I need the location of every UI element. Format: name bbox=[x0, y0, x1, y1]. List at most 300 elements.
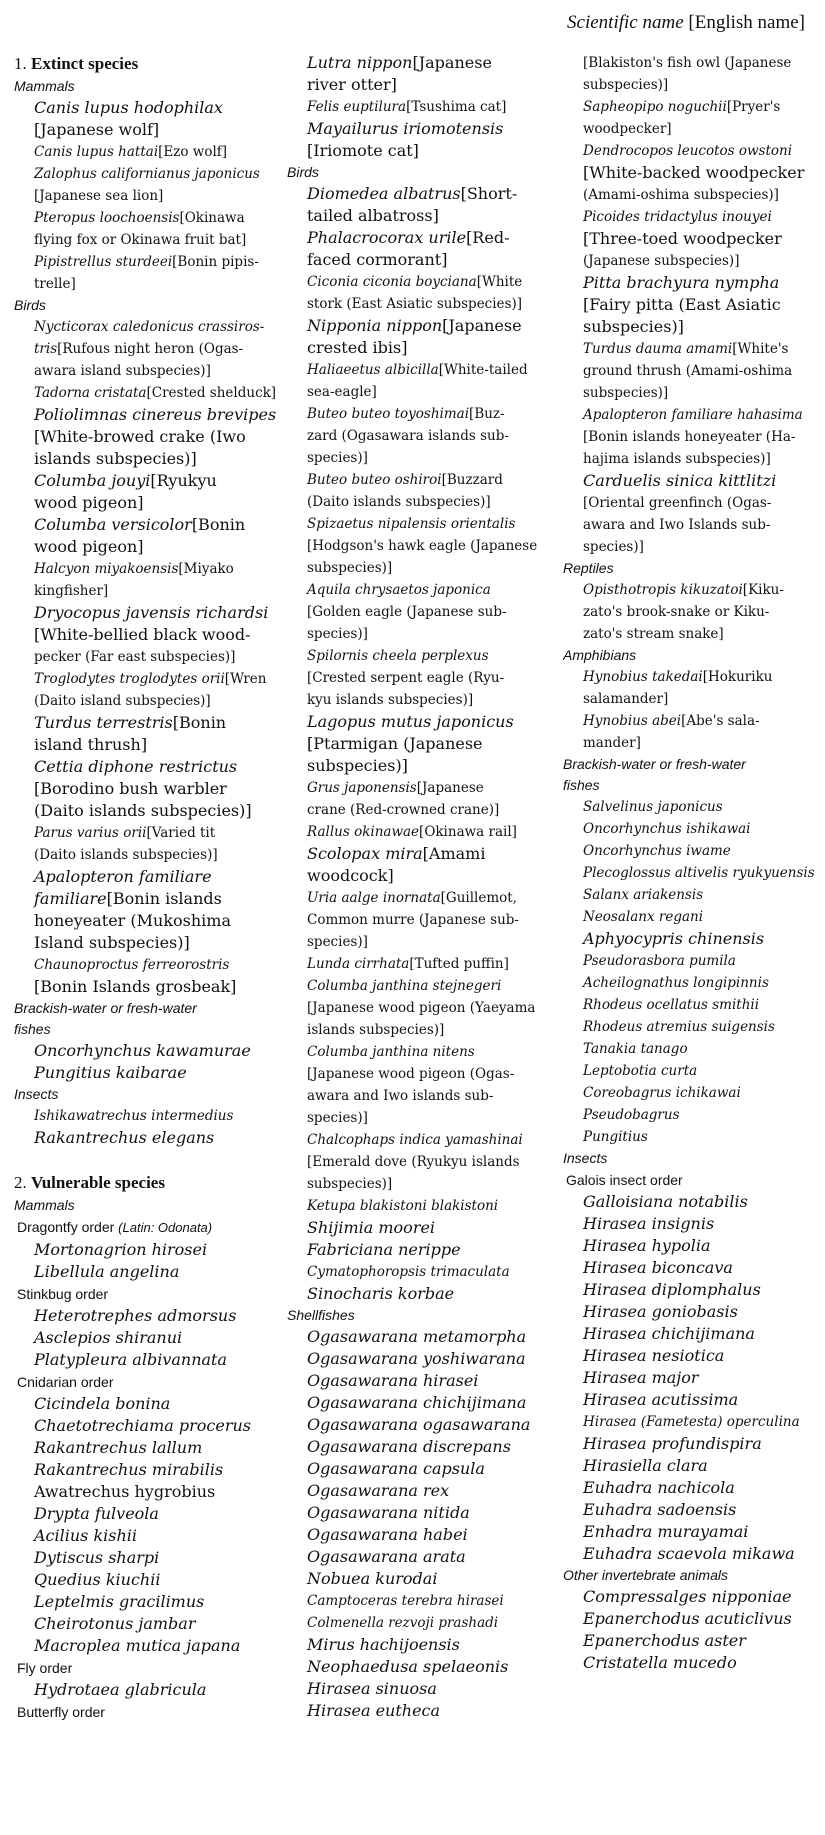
species-entry bbox=[563, 1257, 825, 1279]
english-name: (Japanese subspecies)] bbox=[583, 253, 740, 269]
english-name: islands subspecies)] bbox=[34, 449, 197, 468]
scientific-name: Rhodeus atremius suigensis bbox=[583, 1019, 775, 1035]
scientific-name: Neophaedusa spelaeonis bbox=[307, 1657, 509, 1676]
species-entry bbox=[287, 140, 552, 162]
species-entry bbox=[14, 1239, 279, 1261]
scientific-name: Ishikawatrechus intermedius bbox=[34, 1108, 234, 1124]
english-name: trelle] bbox=[34, 276, 76, 292]
scientific-name: Asclepios shiranui bbox=[34, 1328, 183, 1347]
english-name: [Red- bbox=[466, 228, 510, 247]
scientific-name: Apalopteron familiare hahasima bbox=[583, 407, 803, 423]
species-entry bbox=[14, 1547, 279, 1569]
species-entry bbox=[563, 206, 825, 228]
species-entry bbox=[287, 1546, 552, 1568]
scientific-name: Chaetotrechiama procerus bbox=[34, 1416, 251, 1435]
species-entry bbox=[14, 1591, 279, 1613]
species-entry bbox=[287, 337, 552, 359]
scientific-name: Tanakia tanago bbox=[583, 1041, 688, 1057]
species-entry bbox=[563, 228, 825, 250]
scientific-name: Felis euptilura bbox=[307, 99, 407, 115]
english-name: woodcock] bbox=[307, 866, 394, 885]
scientific-name: Pipistrellus sturdeei bbox=[34, 254, 173, 270]
species-entry bbox=[14, 1127, 279, 1149]
scientific-name: Dendrocopos leucotos owstoni bbox=[583, 143, 793, 159]
species-entry bbox=[287, 887, 552, 909]
species-entry bbox=[287, 733, 552, 755]
english-name: [Okinawa bbox=[179, 210, 245, 226]
english-name: wood pigeon] bbox=[34, 537, 144, 556]
order-name: Galois insect order bbox=[566, 1172, 683, 1188]
english-name: [Oriental greenfinch (Ogas- bbox=[583, 495, 772, 511]
species-entry bbox=[14, 492, 279, 514]
english-name: [Bonin bbox=[191, 515, 246, 534]
species-entry bbox=[287, 249, 552, 271]
scientific-name: Oncorhynchus ishikawai bbox=[583, 821, 751, 837]
species-entry bbox=[287, 315, 552, 337]
species-entry bbox=[14, 1327, 279, 1349]
species-entry bbox=[287, 1502, 552, 1524]
scientific-name: Ogasawarana ogasawarana bbox=[307, 1415, 531, 1434]
species-entry bbox=[14, 229, 279, 251]
category-heading: Insects bbox=[14, 1086, 59, 1102]
scientific-name: Salanx ariakensis bbox=[583, 887, 704, 903]
category-heading: Reptiles bbox=[563, 560, 614, 576]
species-entry bbox=[563, 972, 825, 994]
species-entry bbox=[287, 755, 552, 777]
spacer bbox=[14, 1149, 279, 1171]
english-name: [Tufted puffin] bbox=[409, 956, 509, 972]
species-entry bbox=[287, 293, 552, 315]
species-entry bbox=[287, 821, 552, 843]
english-name: [Bonin pipis- bbox=[172, 254, 259, 270]
species-entry bbox=[287, 271, 552, 293]
species-entry bbox=[563, 1082, 825, 1104]
section-number: 1. bbox=[14, 54, 27, 73]
scientific-name: Hirasea hypolia bbox=[583, 1236, 711, 1255]
species-entry bbox=[287, 1612, 552, 1634]
scientific-name: Opisthotropis kikuzatoi bbox=[583, 582, 743, 598]
english-name: [Japanese wood pigeon (Ogas- bbox=[307, 1066, 515, 1082]
scientific-name: Heterotrephes admorsus bbox=[34, 1306, 237, 1325]
scientific-name: Scolopax mira bbox=[307, 844, 423, 863]
english-name: wood pigeon] bbox=[34, 493, 144, 512]
scientific-name: Buteo buteo oshiroi bbox=[307, 472, 442, 488]
species-entry bbox=[287, 1700, 552, 1722]
english-name: faced cormorant] bbox=[307, 250, 448, 269]
species-entry bbox=[14, 778, 279, 800]
species-entry bbox=[287, 645, 552, 667]
english-name: tailed albatross] bbox=[307, 206, 439, 225]
species-entry bbox=[563, 250, 825, 272]
species-entry bbox=[563, 118, 825, 140]
english-name: [Emerald dove (Ryukyu islands bbox=[307, 1154, 520, 1170]
species-entry bbox=[563, 382, 825, 404]
category-heading: Amphibians bbox=[563, 647, 637, 663]
species-entry bbox=[14, 1503, 279, 1525]
scientific-name: Leptelmis gracilimus bbox=[34, 1592, 205, 1611]
species-entry bbox=[14, 1393, 279, 1415]
species-entry bbox=[14, 888, 279, 910]
header-scientific-name: Scientific name bbox=[567, 12, 684, 33]
scientific-name: Grus japonensis bbox=[307, 780, 417, 796]
english-name: species)] bbox=[307, 626, 368, 642]
english-name: [Three-toed woodpecker bbox=[583, 229, 782, 248]
scientific-name: Euhadra sadoensis bbox=[583, 1500, 737, 1519]
scientific-name: Lutra nippon bbox=[307, 53, 413, 72]
english-name: hajima islands subspecies)] bbox=[583, 451, 771, 467]
scientific-name: Picoides tridactylus inouyei bbox=[583, 209, 772, 225]
english-name: (Daito island subspecies)] bbox=[34, 693, 211, 709]
scientific-name: Nobuea kurodai bbox=[307, 1569, 438, 1588]
species-entry bbox=[563, 1543, 825, 1565]
category-heading: Birds bbox=[14, 297, 46, 313]
species-entry bbox=[287, 557, 552, 579]
english-name: [Ptarmigan (Japanese bbox=[307, 734, 483, 753]
scientific-name: Hirasea chichijimana bbox=[583, 1324, 755, 1343]
english-name: [Japanese sea lion] bbox=[34, 188, 164, 204]
english-name: [Japanese wolf] bbox=[34, 120, 160, 139]
species-entry bbox=[287, 667, 552, 689]
scientific-name: Nipponia nippon bbox=[307, 316, 443, 335]
english-name: Common murre (Japanese sub- bbox=[307, 912, 519, 928]
species-entry bbox=[287, 447, 552, 469]
english-name: [White-browed crake (Iwo bbox=[34, 427, 246, 446]
english-name: subspecies)] bbox=[307, 560, 393, 576]
scientific-name: Pseudobagrus bbox=[583, 1107, 680, 1123]
species-entry bbox=[563, 1411, 825, 1433]
scientific-name: Hirasea diplomphalus bbox=[583, 1280, 761, 1299]
english-name: stork (East Asiatic subspecies)] bbox=[307, 296, 523, 312]
species-entry bbox=[14, 844, 279, 866]
species-entry bbox=[287, 1151, 552, 1173]
species-entry bbox=[14, 163, 279, 185]
species-entry bbox=[287, 865, 552, 887]
english-name: [Japanese wood pigeon (Yaeyama bbox=[307, 1000, 536, 1016]
scientific-name: Lunda cirrhata bbox=[307, 956, 410, 972]
species-entry bbox=[563, 492, 825, 514]
english-name: zard (Ogasawara islands sub- bbox=[307, 428, 509, 444]
species-entry bbox=[563, 1477, 825, 1499]
species-entry bbox=[287, 953, 552, 975]
species-entry bbox=[14, 316, 279, 338]
species-entry bbox=[563, 994, 825, 1016]
species-entry bbox=[287, 1436, 552, 1458]
species-entry bbox=[14, 426, 279, 448]
species-entry bbox=[14, 624, 279, 646]
species-entry bbox=[14, 1679, 279, 1701]
english-name: [Short- bbox=[460, 184, 518, 203]
scientific-name: Chalcophaps indica yamashinai bbox=[307, 1132, 523, 1148]
scientific-name: Buteo buteo toyoshimai bbox=[307, 406, 470, 422]
species-entry bbox=[563, 928, 825, 950]
english-name: [Golden eagle (Japanese sub- bbox=[307, 604, 507, 620]
column-2 bbox=[287, 52, 552, 1722]
section-number: 2. bbox=[14, 1173, 27, 1192]
scientific-name: Acheilognathus longipinnis bbox=[583, 975, 769, 991]
english-name: subspecies)] bbox=[583, 317, 684, 336]
species-entry bbox=[14, 514, 279, 536]
species-entry bbox=[563, 448, 825, 470]
species-entry bbox=[14, 404, 279, 426]
species-entry bbox=[287, 1107, 552, 1129]
scientific-name: Leptobotia curta bbox=[583, 1063, 698, 1079]
species-entry bbox=[287, 975, 552, 997]
scientific-name: Columba janthina nitens bbox=[307, 1044, 475, 1060]
species-entry bbox=[14, 1481, 279, 1503]
scientific-name: Aquila chrysaetos japonica bbox=[307, 582, 491, 598]
species-entry bbox=[287, 205, 552, 227]
english-name: (Daito islands subspecies)] bbox=[34, 847, 218, 863]
species-entry bbox=[287, 931, 552, 953]
species-entry bbox=[287, 799, 552, 821]
english-name: species)] bbox=[307, 1110, 368, 1126]
scientific-name: Quedius kiuchii bbox=[34, 1570, 161, 1589]
scientific-name: Drypta fulveola bbox=[34, 1504, 159, 1523]
scientific-name: Ogasawarana arata bbox=[307, 1547, 466, 1566]
species-entry bbox=[563, 360, 825, 382]
species-entry bbox=[563, 1630, 825, 1652]
english-name: [Wren bbox=[224, 671, 267, 687]
species-entry bbox=[563, 1521, 825, 1543]
species-entry bbox=[287, 1414, 552, 1436]
species-entry bbox=[287, 491, 552, 513]
species-entry bbox=[287, 535, 552, 557]
species-entry bbox=[563, 404, 825, 426]
english-name: crane (Red-crowned crane)] bbox=[307, 802, 500, 818]
scientific-name: Hynobius takedai bbox=[583, 669, 703, 685]
species-entry bbox=[287, 381, 552, 403]
species-entry bbox=[287, 689, 552, 711]
order-name: Cnidarian order bbox=[17, 1374, 114, 1390]
scientific-name: Camptoceras terebra hirasei bbox=[307, 1593, 504, 1609]
scientific-name: Cicindela bonina bbox=[34, 1394, 171, 1413]
english-name: sea-eagle] bbox=[307, 384, 377, 400]
scientific-name: Libellula angelina bbox=[34, 1262, 180, 1281]
english-name: river otter] bbox=[307, 75, 397, 94]
species-entry bbox=[287, 1041, 552, 1063]
species-entry bbox=[14, 910, 279, 932]
species-entry bbox=[287, 579, 552, 601]
species-entry bbox=[14, 1261, 279, 1283]
scientific-name: Pteropus loochoensis bbox=[34, 210, 180, 226]
species-entry bbox=[14, 734, 279, 756]
category-heading: Other invertebrate animals bbox=[563, 1567, 728, 1583]
english-name: [Crested shelduck] bbox=[146, 385, 277, 401]
order-heading bbox=[14, 1701, 279, 1723]
species-entry bbox=[287, 997, 552, 1019]
english-name: [Bonin islands bbox=[106, 889, 222, 908]
category-heading: Mammals bbox=[14, 1197, 75, 1213]
species-entry bbox=[563, 140, 825, 162]
category-heading: Mammals bbox=[14, 78, 75, 94]
english-name: [Blakiston's fish owl (Japanese bbox=[583, 55, 792, 71]
scientific-name: Shijimia moorei bbox=[307, 1218, 436, 1237]
scientific-name: Colmenella rezvoji prashadi bbox=[307, 1615, 499, 1631]
species-entry bbox=[287, 359, 552, 381]
english-name: [Fairy pitta (East Asiatic bbox=[583, 295, 781, 314]
category-heading: fishes bbox=[14, 1021, 51, 1037]
scientific-name: Apalopteron familiare bbox=[34, 867, 212, 886]
species-entry bbox=[563, 1433, 825, 1455]
scientific-name: Oncorhynchus kawamurae bbox=[34, 1041, 251, 1060]
english-name: woodpecker] bbox=[583, 121, 672, 137]
scientific-name: Lagopus mutus japonicus bbox=[307, 712, 514, 731]
english-name: [Buz- bbox=[469, 406, 505, 422]
scientific-name: Hirasea insignis bbox=[583, 1214, 715, 1233]
species-entry bbox=[14, 251, 279, 273]
species-entry bbox=[287, 1480, 552, 1502]
scientific-name: Oncorhynchus iwame bbox=[583, 843, 731, 859]
order-name: Butterfly order bbox=[17, 1704, 105, 1720]
species-entry bbox=[563, 796, 825, 818]
english-name: [White-tailed bbox=[438, 362, 528, 378]
english-name: species)] bbox=[307, 934, 368, 950]
english-name: [Okinawa rail] bbox=[419, 824, 517, 840]
order-heading bbox=[14, 1371, 279, 1393]
scientific-name: Aphyocypris chinensis bbox=[583, 929, 765, 948]
species-entry bbox=[14, 1437, 279, 1459]
scientific-name: Macroplea mutica japana bbox=[34, 1636, 241, 1655]
english-name: (Daito islands subspecies)] bbox=[307, 494, 491, 510]
english-name: zato's brook-snake or Kiku- bbox=[583, 604, 770, 620]
species-entry bbox=[14, 1459, 279, 1481]
scientific-name: Epanerchodus acuticlivus bbox=[583, 1609, 792, 1628]
species-entry bbox=[563, 52, 825, 74]
species-entry bbox=[563, 272, 825, 294]
species-entry bbox=[287, 227, 552, 249]
english-name: [Borodino bush warbler bbox=[34, 779, 227, 798]
species-entry bbox=[563, 1060, 825, 1082]
scientific-name: Dryocopus javensis richardsi bbox=[34, 603, 269, 622]
species-entry bbox=[563, 623, 825, 645]
species-entry bbox=[14, 338, 279, 360]
scientific-name: Haliaeetus albicilla bbox=[307, 362, 439, 378]
column-1 bbox=[14, 52, 279, 1723]
species-entry bbox=[287, 623, 552, 645]
species-entry bbox=[287, 425, 552, 447]
species-entry bbox=[14, 97, 279, 119]
species-entry bbox=[287, 1019, 552, 1041]
english-name: [Buzzard bbox=[441, 472, 503, 488]
species-entry bbox=[563, 96, 825, 118]
species-entry bbox=[563, 1608, 825, 1630]
english-name: [Bonin islands honeyeater (Ha- bbox=[583, 429, 796, 445]
scientific-name: Ogasawarana hiraseі bbox=[307, 1371, 479, 1390]
scientific-name: Rhodeus ocellatus smithii bbox=[583, 997, 760, 1013]
species-entry bbox=[563, 688, 825, 710]
species-entry bbox=[563, 601, 825, 623]
species-entry bbox=[287, 1590, 552, 1612]
scientific-name: Cristatella mucedo bbox=[583, 1653, 737, 1672]
scientific-name: Galloisiana notabilis bbox=[583, 1192, 748, 1211]
species-entry bbox=[287, 1348, 552, 1370]
english-name: [White-backed woodpecker bbox=[583, 163, 805, 182]
species-entry bbox=[563, 184, 825, 206]
english-name: salamander] bbox=[583, 691, 669, 707]
english-name: honeyeater (Mukoshima bbox=[34, 911, 231, 930]
english-name: [White-bellied black wood- bbox=[34, 625, 251, 644]
species-entry bbox=[14, 646, 279, 668]
scientific-name: Columba jouyi bbox=[34, 471, 151, 490]
english-name: [Ezo wolf] bbox=[158, 144, 228, 160]
species-entry bbox=[563, 884, 825, 906]
species-entry bbox=[563, 1367, 825, 1389]
species-entry bbox=[14, 558, 279, 580]
species-entry bbox=[563, 1499, 825, 1521]
species-entry bbox=[563, 1235, 825, 1257]
species-entry bbox=[563, 1652, 825, 1674]
species-entry bbox=[287, 1458, 552, 1480]
species-entry bbox=[563, 1345, 825, 1367]
species-entry bbox=[287, 183, 552, 205]
scientific-name: Troglodytes troglodytes orii bbox=[34, 671, 225, 687]
species-entry bbox=[14, 602, 279, 624]
english-name: [Ryukyu bbox=[150, 471, 217, 490]
english-name: [Kiku- bbox=[742, 582, 784, 598]
species-entry bbox=[14, 207, 279, 229]
scientific-name: Ogasawarana discrepans bbox=[307, 1437, 511, 1456]
scientific-name: Hirasea acutissima bbox=[583, 1390, 739, 1409]
scientific-name: Canis lupus hodophilax bbox=[34, 98, 223, 117]
english-name: ground thrush (Amami-oshima bbox=[583, 363, 793, 379]
species-entry bbox=[14, 536, 279, 558]
scientific-name: Tadorna cristata bbox=[34, 385, 147, 401]
species-entry bbox=[563, 426, 825, 448]
species-entry bbox=[563, 1301, 825, 1323]
scientific-name: Sinocharis korbae bbox=[307, 1284, 455, 1303]
english-name: species)] bbox=[307, 450, 368, 466]
english-name: [Amami bbox=[422, 844, 486, 863]
scientific-name: Euhadra nachicola bbox=[583, 1478, 735, 1497]
species-entry bbox=[563, 1191, 825, 1213]
scientific-name: Epanerchodus aster bbox=[583, 1631, 746, 1650]
category-heading: Insects bbox=[563, 1150, 608, 1166]
species-entry bbox=[287, 1370, 552, 1392]
scientific-name: Diomedea albatrus bbox=[307, 184, 461, 203]
scientific-name: Columba janthina stejnegeri bbox=[307, 978, 502, 994]
species-entry bbox=[287, 1524, 552, 1546]
scientific-name: Rakantrechus lallum bbox=[34, 1438, 203, 1457]
category-heading: Brackish-water or fresh-water bbox=[14, 1000, 197, 1016]
scientific-name: Carduelis sinica kittlitzi bbox=[583, 471, 777, 490]
scientific-name: Ogasawarana rex bbox=[307, 1481, 450, 1500]
english-name: (Daito islands subspecies)] bbox=[34, 801, 252, 820]
scientific-name: Platypleura albivannata bbox=[34, 1350, 228, 1369]
species-entry bbox=[563, 294, 825, 316]
english-name: [Bonin Islands grosbeak] bbox=[34, 977, 237, 996]
scientific-name: Hirasea sinuosa bbox=[307, 1679, 437, 1698]
species-entry bbox=[14, 756, 279, 778]
species-entry bbox=[563, 1213, 825, 1235]
scientific-name: Coreobagrus ichikawai bbox=[583, 1085, 741, 1101]
scientific-name: familiare bbox=[34, 889, 107, 908]
english-name: pecker (Far east subspecies)] bbox=[34, 649, 236, 665]
english-name: subspecies)] bbox=[307, 756, 408, 775]
scientific-name: Hydrotaea glabricula bbox=[34, 1680, 207, 1699]
species-entry bbox=[287, 118, 552, 140]
species-entry bbox=[563, 818, 825, 840]
scientific-name: Spilornis cheela perplexus bbox=[307, 648, 489, 664]
species-entry bbox=[14, 712, 279, 734]
english-name: [Crested serpent eagle (Ryu- bbox=[307, 670, 505, 686]
species-entry bbox=[563, 514, 825, 536]
english-name: island thrush] bbox=[34, 735, 148, 754]
species-entry bbox=[287, 1217, 552, 1239]
species-entry bbox=[287, 1239, 552, 1261]
scientific-name: Halcyon miyakoensis bbox=[34, 561, 179, 577]
english-name: [White's bbox=[732, 341, 789, 357]
scientific-name: Nycticorax caledonicus crassiros- bbox=[34, 319, 265, 335]
